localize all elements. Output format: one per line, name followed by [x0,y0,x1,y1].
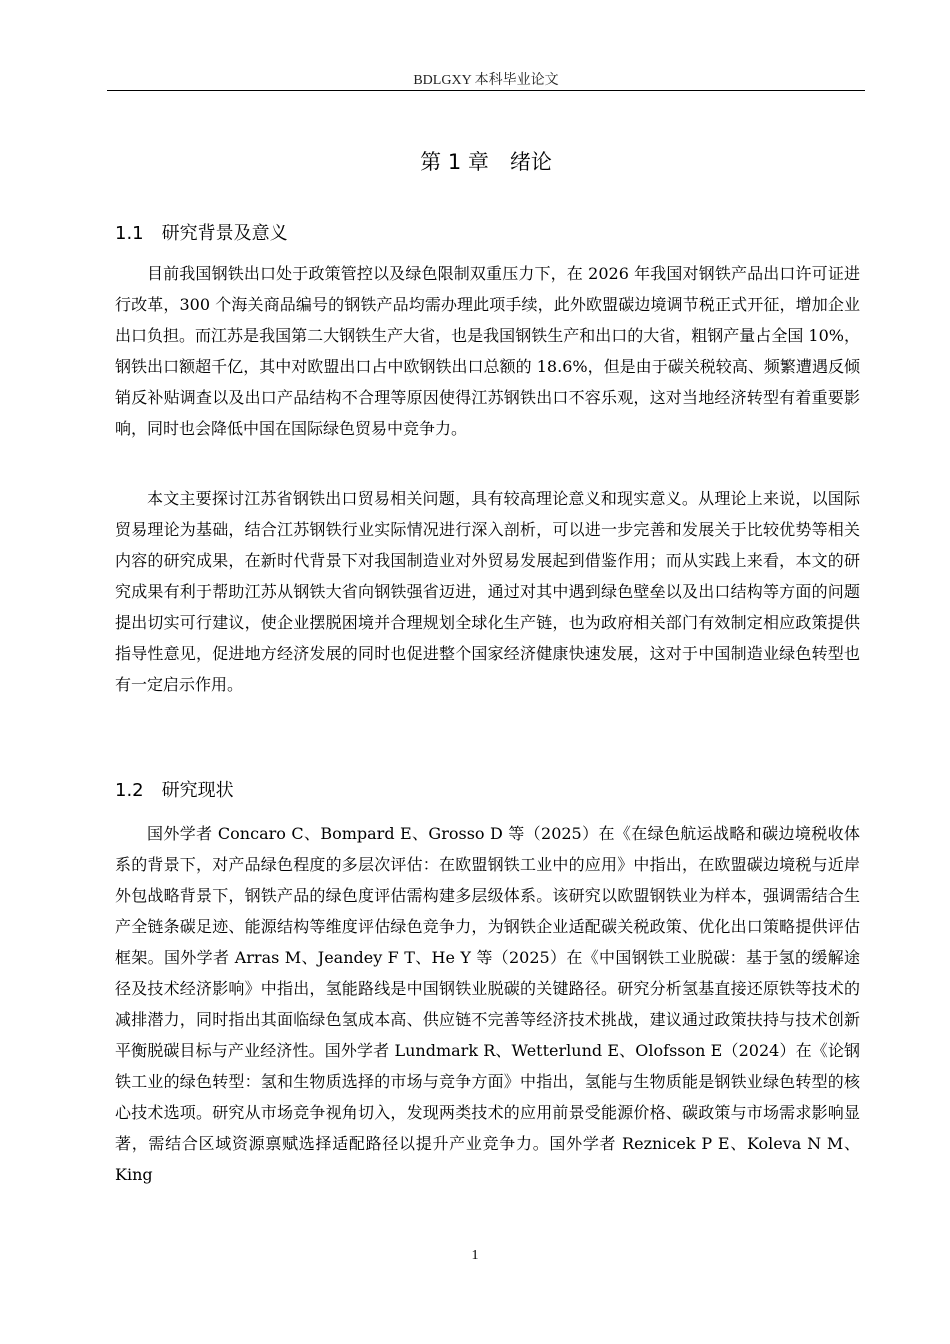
paragraph-significance: 本文主要探讨江苏省钢铁出口贸易相关问题，具有较高理论意义和现实意义。从理论上来说，以国际贸易理论为基础，结合江苏钢铁行业实际情况进行深入剖析，可以进一步完善和发展关于比较优势等相关内容的研究成果，在新时代背景下对我国制造业对外贸易发展起到借鉴作用；而从实践上来看，本文的研究成果有利于帮助江苏从钢铁大省向钢铁强省迈进，通过对其中遇到绿色壁垒以及出口结构等方面的问题提出切实可行建议，使企业摆脱困境并合理规划全球化生产链，也为政府相关部门有效制定相应政策提供指导性意见，促进地方经济发展的同时也促进整个国家经济健康快速发展，这对于中国制造业绿色转型也有一定启示作用。 [115,489,860,694]
paragraph-background: 目前我国钢铁出口处于政策管控以及绿色限制双重压力下，在 2026 年我国对钢铁产品出口许可证进行改革，300 个海关商品编号的钢铁产品均需办理此项手续，此外欧盟碳边境调节税正式开征，增加企业出口负担。而江苏是我国第二大钢铁生产大省，也是我国钢铁生产和出口的大省，粗钢产量占全国 10%，钢铁出口额超千亿，其中对欧盟出口占中欧钢铁出口总额的 18.6%，但是由于碳关税较高、频繁遭遇反倾销反补贴调查以及出口产品结构不合理等原因使得江苏钢铁出口不容乐观，这对当地经济转型有着重要影响，同时也会降低中国在国际绿色贸易中竞争力。 [115,264,860,438]
running-header: BDLGXY 本科毕业论文 [413,73,559,88]
chapter-title: 第 1 章 绪论 [420,150,552,174]
section-heading-1-2: 1.2 研究现状 [115,780,234,801]
header-rule [107,90,865,91]
section-heading-1-1: 1.1 研究背景及意义 [115,223,288,244]
page-number: 1 [471,1248,479,1263]
paragraph-research-status: 国外学者 Concaro C、Bompard E、Grosso D 等（2025）在《在绿色航运战略和碳边境税收体系的背景下，对产品绿色程度的多层次评估：在欧盟钢铁工业中的应用》中指出，在欧盟碳边境税与近岸外包战略背景下，钢铁产品的绿色度评估需构建多层级体系。该研究以欧盟钢铁业为样本，强调需结合生产全链条碳足迹、能源结构等维度评估绿色竞争力，为钢铁企业适配碳关税政策、优化出口策略提供评估框架。国外学者 Arras M、Jeandey F T、He Y 等（2025）在《中国钢铁工业脱碳：基于氢的缓解途径及技术经济影响》中指出，氢能路线是中国钢铁业脱碳的关键路径。研究分析氢基直接还原铁等技术的减排潜力，同时指出其面临绿色氢成本高、供应链不完善等经济技术挑战，建议通过政策扶持与技术创新平衡脱碳目标与产业经济性。国外学者 Lundmark R、Wetterlund E、Olofsson E（2024）在《论钢铁工业的绿色转型：氢和生物质选择的市场与竞争方面》中指出，氢能与生物质能是钢铁业绿色转型的核心技术选项。研究从市场竞争视角切入，发现两类技术的应用前景受能源价格、碳政策与市场需求影响显著，需结合区域资源禀赋选择适配路径以提升产业竞争力。国外学者 Reznicek P E、Koleva N M、King [115,824,860,1184]
